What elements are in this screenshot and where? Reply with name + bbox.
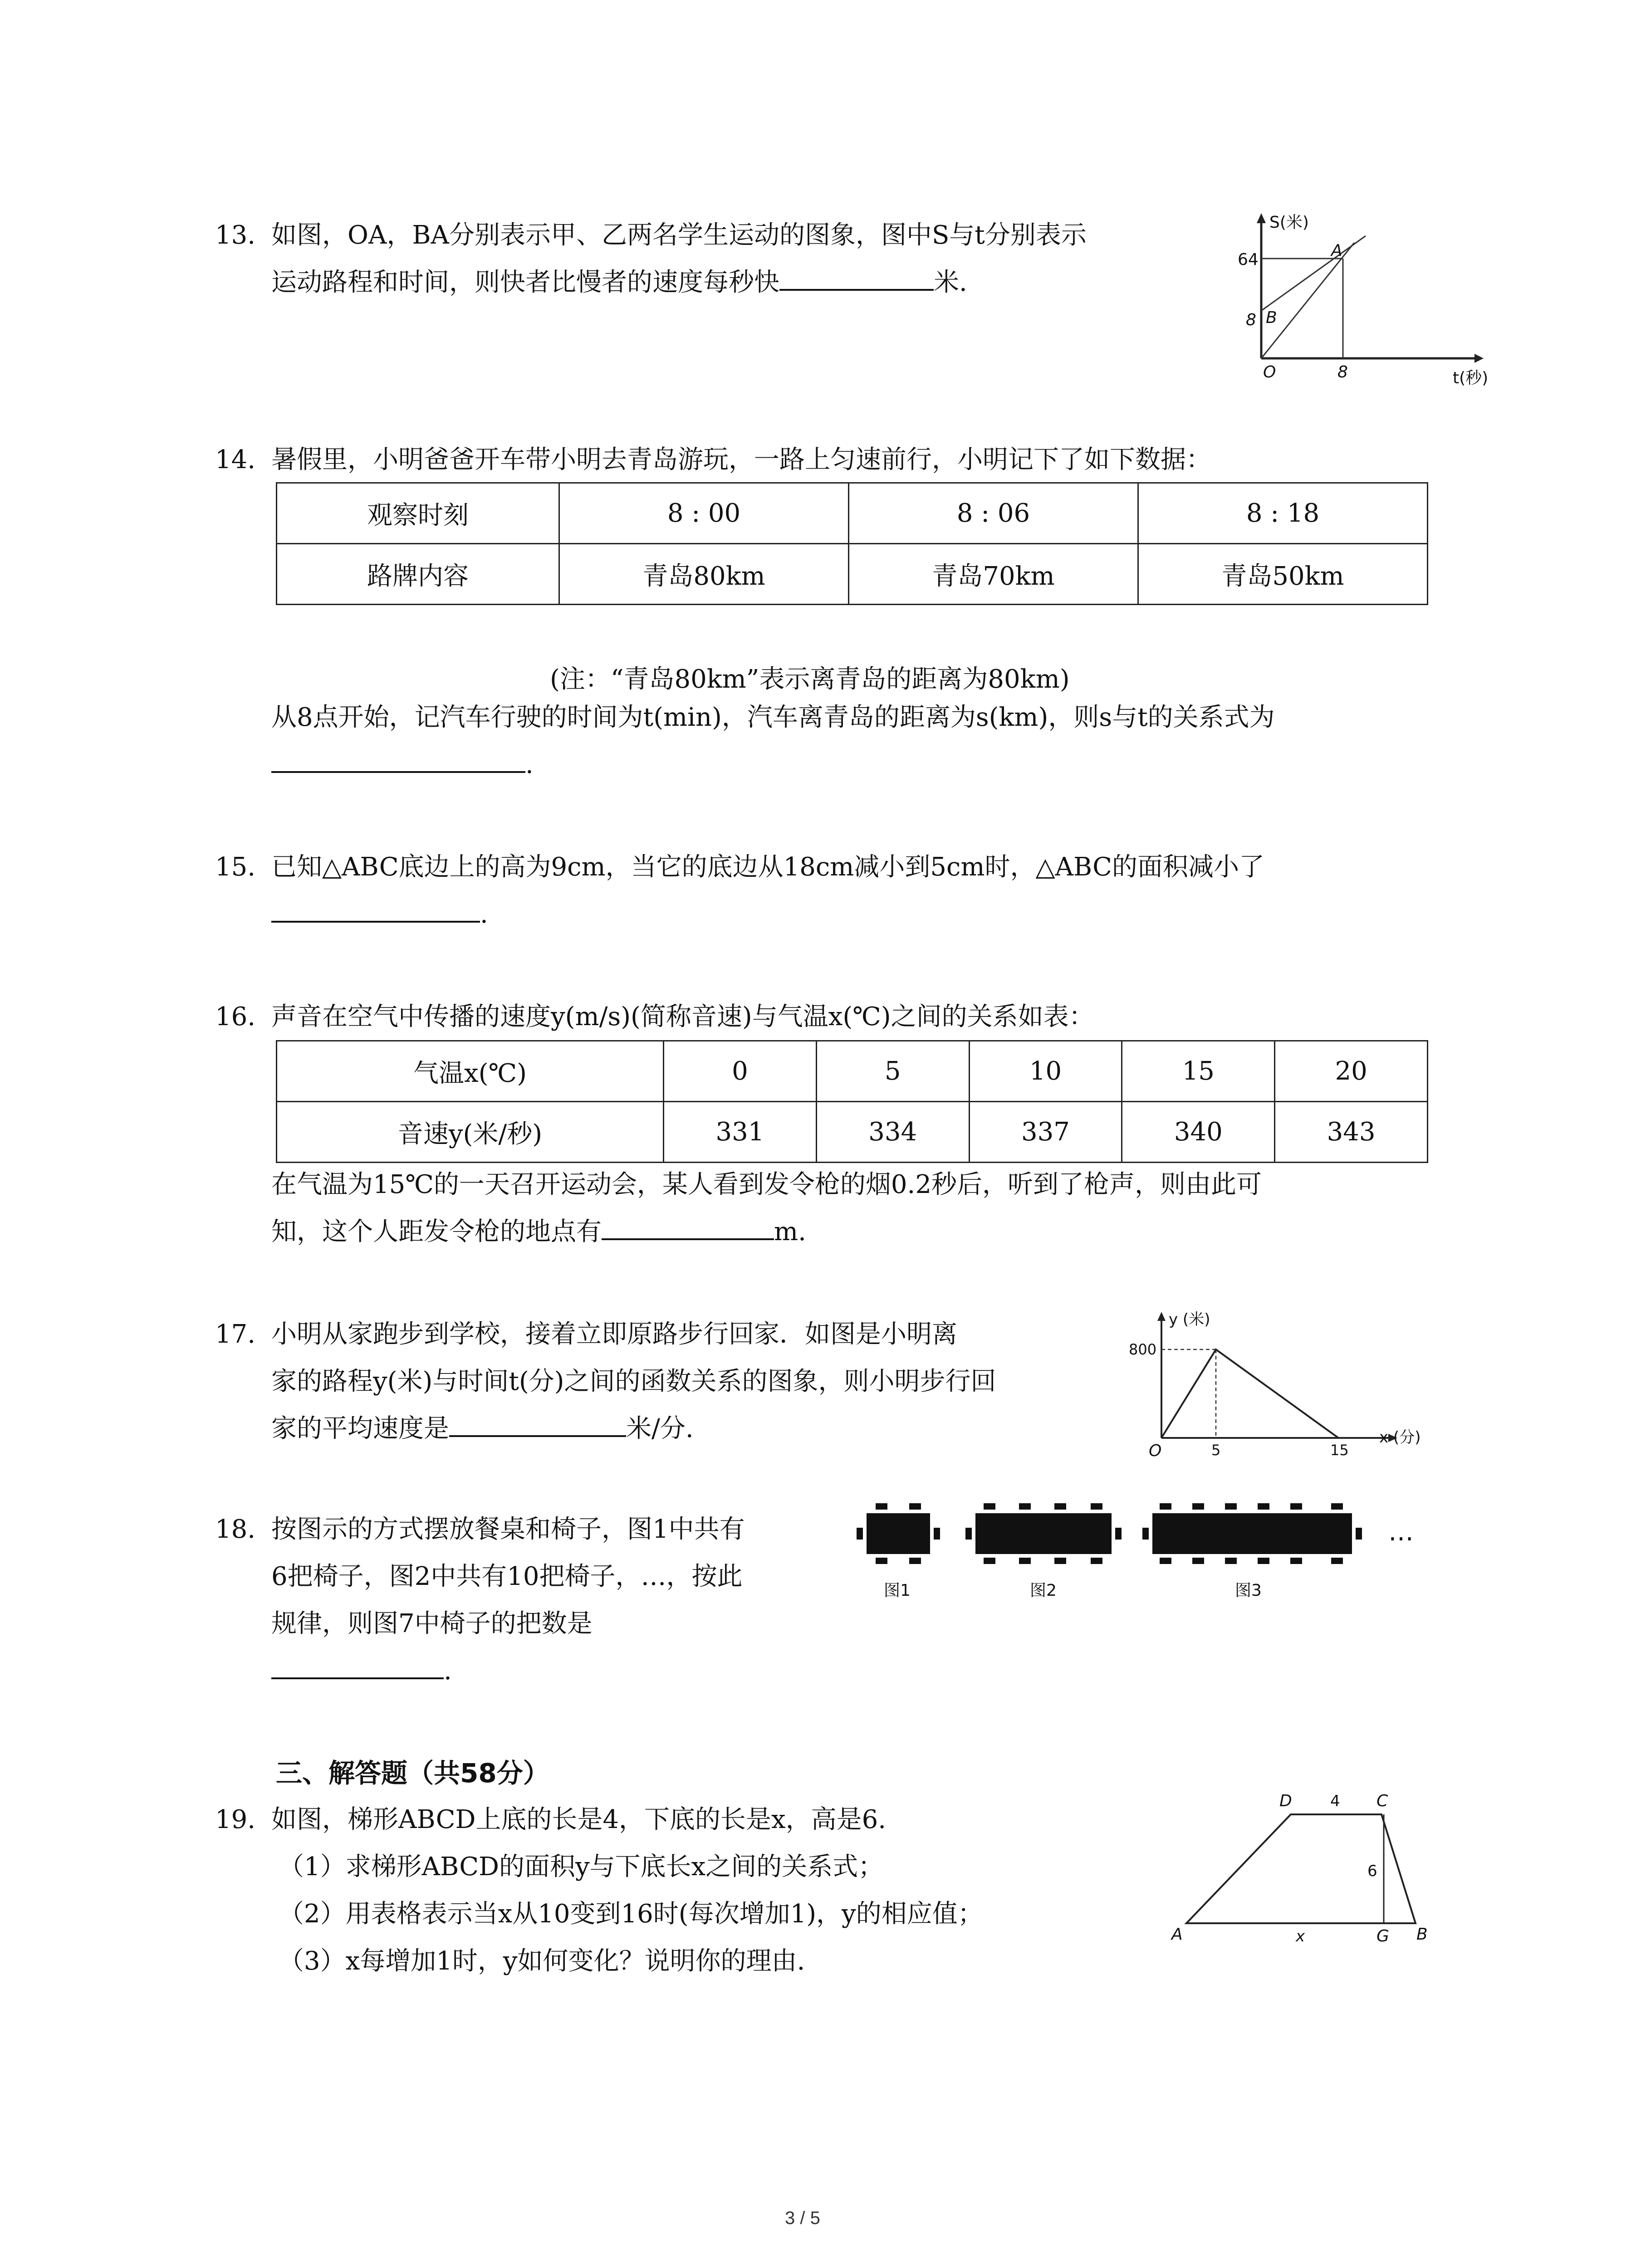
q16-table bbox=[276, 1040, 1428, 1163]
answer-blank bbox=[271, 1650, 444, 1679]
point-label: A bbox=[1331, 241, 1342, 260]
chair bbox=[1225, 1503, 1237, 1510]
question-16-body bbox=[215, 1161, 1262, 1256]
chair bbox=[984, 1558, 995, 1564]
graph-line bbox=[1161, 1349, 1338, 1438]
y-tick-label: 800 bbox=[1129, 1341, 1157, 1358]
page-number: 3 / 5 bbox=[785, 2208, 820, 2228]
vertex-label: C bbox=[1376, 1792, 1388, 1810]
question-14-body bbox=[215, 694, 1275, 788]
question-text: 暑假里，小明爸爸开车带小明去青岛游玩，一路上匀速前行，小明记下了如下数据： bbox=[271, 445, 1211, 474]
sub-question: （2）用表格表示当x从10变到16时(每次增加1)，y的相应值； bbox=[279, 1899, 983, 1929]
trapezoid-abcd bbox=[1186, 1814, 1416, 1923]
figure-1-tables bbox=[857, 1503, 940, 1564]
chair bbox=[1115, 1528, 1122, 1540]
table-cell: 气温x(℃) bbox=[277, 1041, 664, 1102]
y-tick-label: 64 bbox=[1238, 250, 1259, 269]
answer-blank bbox=[779, 262, 934, 291]
question-16 bbox=[215, 993, 1094, 1041]
question-text: 6把椅子，图2中共有10把椅子，…，按此 bbox=[271, 1562, 743, 1591]
y-axis-label: y (米) bbox=[1169, 1310, 1210, 1329]
answer-blank bbox=[271, 894, 480, 923]
chair bbox=[1160, 1558, 1171, 1564]
question-text: 在气温为15℃的一天召开运动会，某人看到发令枪的烟0.2秒后，听到了枪声，则由此可 bbox=[271, 1170, 1262, 1199]
top-length-label: 4 bbox=[1330, 1792, 1340, 1810]
question-text: 从8点开始，记汽车行驶的时间为t(min)，汽车离青岛的距离为s(km)，则s与t的关系式为 bbox=[271, 703, 1275, 732]
q17-distance-time-graph bbox=[1125, 1306, 1452, 1470]
chair bbox=[857, 1528, 863, 1540]
table-cell: 20 bbox=[1275, 1041, 1428, 1102]
table-block bbox=[867, 1513, 930, 1554]
vertex-label: G bbox=[1376, 1927, 1389, 1945]
origin-label: O bbox=[1263, 363, 1276, 381]
chair bbox=[1019, 1503, 1031, 1510]
x-axis-arrow bbox=[1474, 354, 1484, 363]
chair bbox=[984, 1503, 995, 1510]
answer-blank bbox=[602, 1211, 774, 1240]
chair bbox=[1091, 1503, 1102, 1510]
question-number: 14. bbox=[215, 445, 256, 474]
question-15 bbox=[215, 844, 1264, 938]
chair bbox=[1142, 1528, 1149, 1540]
table-row bbox=[277, 1102, 1428, 1163]
chair bbox=[1091, 1558, 1102, 1564]
y-axis-arrow bbox=[1257, 213, 1266, 223]
question-number: 16. bbox=[215, 1002, 256, 1031]
question-text: . bbox=[525, 750, 534, 779]
chair bbox=[1192, 1503, 1204, 1510]
section-title: 三、解答题（共58分） bbox=[276, 1758, 549, 1789]
question-text: 知，这个人距发令枪的地点有 bbox=[271, 1217, 602, 1246]
question-text: 运动路程和时间，则快者比慢者的速度每秒快 bbox=[271, 268, 779, 297]
table-cell: 8 : 06 bbox=[849, 483, 1138, 544]
question-number: 18. bbox=[215, 1515, 256, 1544]
chair bbox=[1258, 1503, 1269, 1510]
question-text: 规律，则图7中椅子的把数是 bbox=[271, 1609, 593, 1638]
y-tick-label: 8 bbox=[1246, 311, 1256, 329]
question-14 bbox=[215, 436, 1211, 484]
table-cell: 青岛80km bbox=[559, 544, 849, 605]
chair bbox=[909, 1503, 921, 1510]
question-text: 米/分. bbox=[626, 1414, 694, 1443]
x-axis-label: x (分) bbox=[1379, 1428, 1421, 1447]
table-cell: 8 : 00 bbox=[559, 483, 849, 544]
chair bbox=[1192, 1558, 1204, 1564]
sub-question: （3）x每增加1时，y如何变化？说明你的理由. bbox=[279, 1946, 805, 1976]
sub-question: （1）求梯形ABCD的面积y与下底长x之间的关系式； bbox=[279, 1852, 884, 1882]
chair bbox=[1331, 1503, 1343, 1510]
height-label: 6 bbox=[1367, 1862, 1377, 1880]
question-number: 13. bbox=[215, 220, 256, 250]
table-cell: 0 bbox=[664, 1041, 817, 1102]
table-cell: 331 bbox=[664, 1102, 817, 1163]
chair bbox=[1356, 1528, 1362, 1540]
table-block bbox=[975, 1513, 1112, 1554]
table-cell: 青岛50km bbox=[1138, 544, 1428, 605]
table-cell: 5 bbox=[816, 1041, 969, 1102]
question-text: 按图示的方式摆放餐桌和椅子，图1中共有 bbox=[271, 1515, 745, 1544]
table-block bbox=[1152, 1513, 1352, 1554]
chair bbox=[876, 1558, 887, 1564]
question-text: 家的路程y(米)与时间t(分)之间的函数关系的图象，则小明步行回 bbox=[271, 1367, 996, 1396]
figure-caption: 图2 bbox=[1030, 1581, 1057, 1600]
origin-label: O bbox=[1149, 1442, 1162, 1460]
bottom-length-label: x bbox=[1296, 1927, 1305, 1945]
q13-distance-time-graph bbox=[1230, 209, 1493, 390]
point-label: B bbox=[1266, 308, 1277, 327]
q19-trapezoid-figure bbox=[1161, 1787, 1443, 1960]
q18-table-chairs-figure bbox=[853, 1497, 1443, 1615]
y-axis-label: S(米) bbox=[1269, 213, 1309, 232]
figure-caption: 图1 bbox=[884, 1581, 911, 1600]
table-cell: 343 bbox=[1275, 1102, 1428, 1163]
table-cell: 音速y(米/秒) bbox=[277, 1102, 664, 1163]
question-text: 声音在空气中传播的速度y(m/s)(简称音速)与气温x(℃)之间的关系如表： bbox=[271, 1002, 1094, 1031]
x-tick-label: 15 bbox=[1330, 1442, 1349, 1459]
question-text: m. bbox=[774, 1217, 806, 1246]
y-axis-arrow bbox=[1157, 1312, 1166, 1321]
table-cell: 10 bbox=[969, 1041, 1122, 1102]
chair bbox=[1160, 1503, 1171, 1510]
chair bbox=[1054, 1558, 1066, 1564]
question-13 bbox=[215, 212, 1087, 306]
question-text: . bbox=[444, 1656, 452, 1686]
table-cell: 15 bbox=[1122, 1041, 1275, 1102]
answer-blank bbox=[449, 1408, 626, 1437]
question-text: 如图，梯形ABCD上底的长是4，下底的长是x，高是6. bbox=[271, 1805, 887, 1834]
chair bbox=[909, 1558, 921, 1564]
table-row bbox=[277, 1041, 1428, 1102]
table-cell: 观察时刻 bbox=[277, 483, 559, 544]
table-cell: 337 bbox=[969, 1102, 1122, 1163]
table-cell: 334 bbox=[816, 1102, 969, 1163]
figure-caption: 图3 bbox=[1235, 1581, 1262, 1600]
vertex-label: A bbox=[1171, 1925, 1183, 1944]
figure-3-tables bbox=[1142, 1503, 1362, 1564]
table-cell: 340 bbox=[1122, 1102, 1275, 1163]
question-text: 家的平均速度是 bbox=[271, 1414, 449, 1443]
chair bbox=[876, 1503, 887, 1510]
question-text: . bbox=[480, 899, 488, 929]
question-text: 小明从家跑步到学校，接着立即原路步行回家．如图是小明离 bbox=[271, 1320, 957, 1349]
chair bbox=[1290, 1558, 1302, 1564]
x-axis-label: t(秒) bbox=[1453, 369, 1489, 387]
table-row bbox=[277, 483, 1428, 544]
vertex-label: B bbox=[1416, 1925, 1428, 1944]
question-text: 已知△ABC底边上的高为9cm，当它的底边从18cm减小到5cm时，△ABC的面积减小了 bbox=[271, 852, 1265, 882]
question-19 bbox=[215, 1796, 983, 1985]
table-cell: 8 : 18 bbox=[1138, 483, 1428, 544]
question-text: 如图，OA，BA分别表示甲、乙两名学生运动的图象，图中S与t分别表示 bbox=[271, 220, 1087, 250]
x-tick-label: 8 bbox=[1337, 363, 1348, 381]
x-tick-label: 5 bbox=[1211, 1442, 1221, 1459]
chair bbox=[1258, 1558, 1269, 1564]
chair bbox=[1225, 1558, 1237, 1564]
chair bbox=[1331, 1558, 1343, 1564]
question-17 bbox=[215, 1311, 996, 1452]
question-18 bbox=[215, 1506, 745, 1695]
chair bbox=[934, 1528, 940, 1540]
table-cell: 路牌内容 bbox=[277, 544, 559, 605]
chair bbox=[1054, 1503, 1066, 1510]
vertex-label: D bbox=[1279, 1792, 1292, 1810]
chair bbox=[1290, 1503, 1302, 1510]
table-row bbox=[277, 544, 1428, 605]
chair bbox=[1019, 1558, 1031, 1564]
line-ba bbox=[1261, 236, 1366, 311]
ellipsis: … bbox=[1388, 1517, 1414, 1547]
question-number: 19. bbox=[215, 1805, 256, 1834]
question-number: 17. bbox=[215, 1320, 256, 1349]
table-cell: 青岛70km bbox=[849, 544, 1138, 605]
q14-table bbox=[276, 482, 1428, 605]
question-text: 米. bbox=[934, 268, 967, 297]
answer-blank bbox=[271, 744, 525, 773]
figure-2-tables bbox=[965, 1503, 1122, 1564]
question-number: 15. bbox=[215, 852, 256, 882]
q14-note: (注：“青岛80km”表示离青岛的距离为80km) bbox=[550, 665, 1070, 694]
chair bbox=[965, 1528, 972, 1540]
